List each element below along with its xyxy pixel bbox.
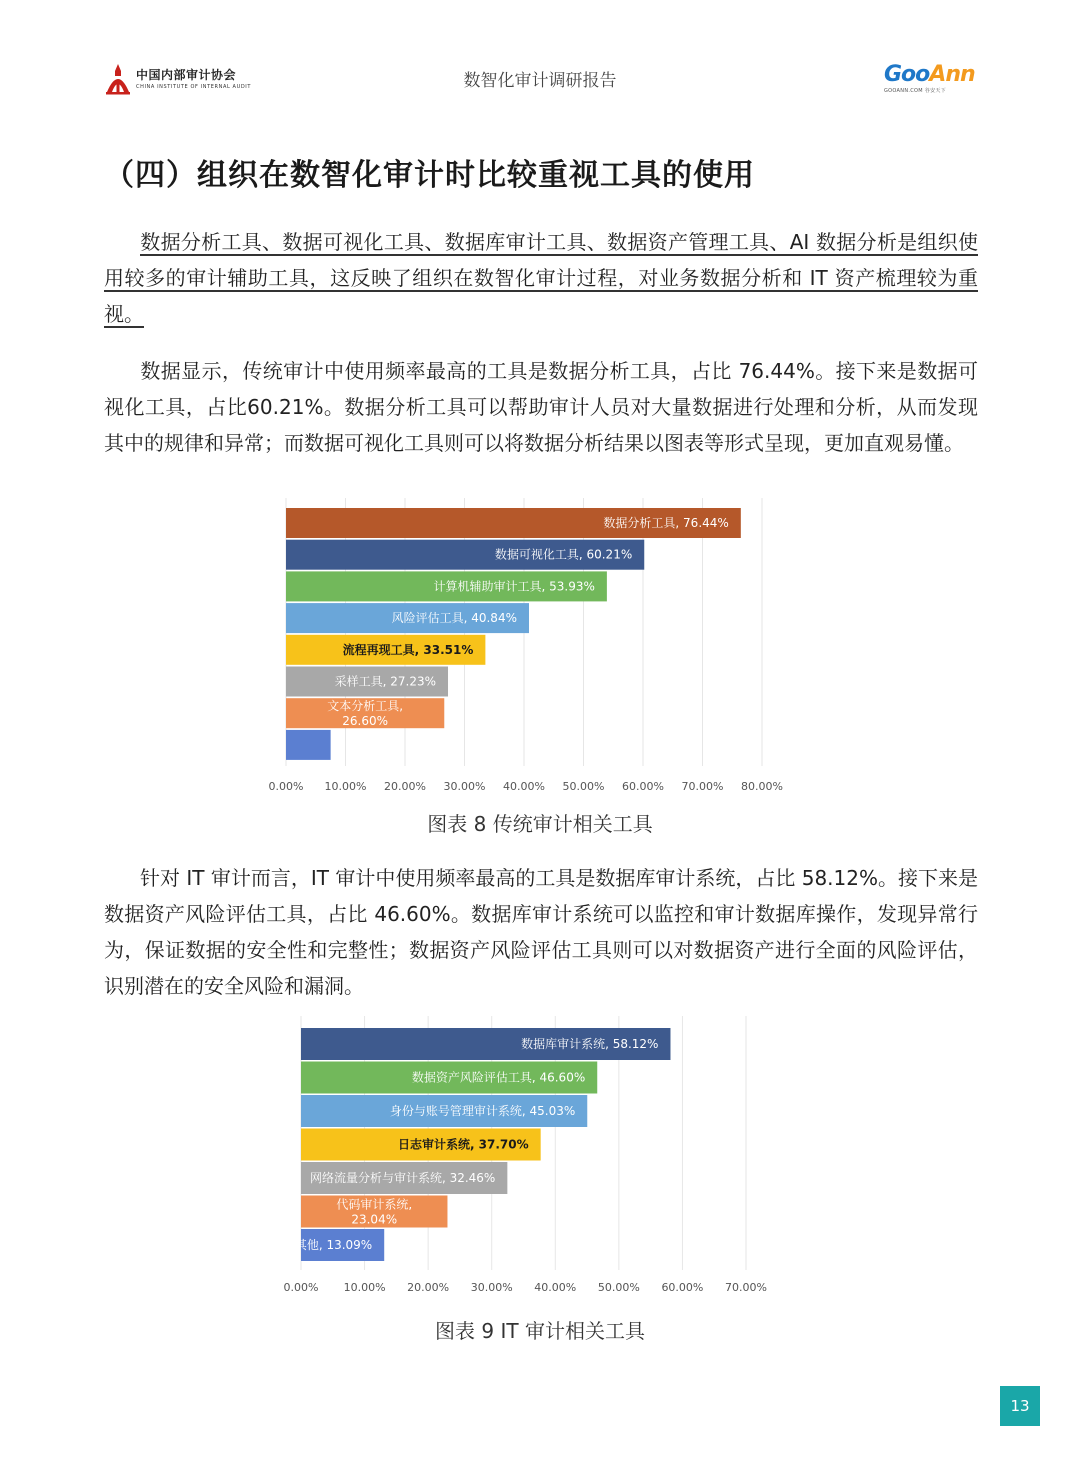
x-tick-label: 50.00% xyxy=(597,1281,640,1294)
page-number: 13 xyxy=(1000,1386,1040,1426)
bar-data-label: 数据库审计系统, 58.12% xyxy=(521,1037,659,1051)
bar-data-label: 数据分析工具, 76.44% xyxy=(603,516,729,530)
x-tick-label: 60.00% xyxy=(622,780,664,793)
x-tick-label: 70.00% xyxy=(725,1281,767,1294)
section-title: （四）组织在数智化审计时比较重视工具的使用 xyxy=(104,158,755,193)
bar-data-label: 身份与账号管理审计系统, 45.03% xyxy=(389,1104,576,1118)
document-title: 数智化审计调研报告 xyxy=(463,71,617,91)
x-tick-label: 80.00% xyxy=(741,780,783,793)
paragraph-it-audit-text: 针对 IT 审计而言，IT 审计中使用频率最高的工具是数据库审计系统，占比 58.12%。接下来是数据资产风险评估工具，占比 46.60%。数据库审计系统可以监控和审计数据库操作，发现异常行为，保证数据的安全性和完整性；数据资产风险评估工具则可以对数据资产进行全面的风险评估，识别潜在的安全风险和漏洞。 xyxy=(104,866,978,998)
x-tick-label: 10.00% xyxy=(324,780,367,793)
page-header xyxy=(0,0,1080,110)
x-tick-label: 70.00% xyxy=(681,780,724,793)
x-tick-label: 10.00% xyxy=(343,1281,386,1294)
org-name-cn: 中国内部审计协会 xyxy=(136,67,237,82)
x-tick-label: 40.00% xyxy=(503,780,545,793)
chart-9-caption: 图表 9 IT 审计相关工具 xyxy=(435,1319,645,1343)
x-tick-label: 0.00% xyxy=(283,1281,319,1294)
bar xyxy=(286,730,331,760)
x-tick-label: 30.00% xyxy=(443,780,486,793)
bar-data-label: 其他, 13.09% xyxy=(294,1238,373,1252)
bar-data-label: 26.60% xyxy=(342,714,389,729)
bar-data-label: 文本分析工具, xyxy=(327,699,404,714)
bar-data-label: 日志审计系统, 37.70% xyxy=(397,1137,529,1152)
paragraph-traditional-audit xyxy=(104,353,978,461)
paragraph-traditional-audit-text: 数据显示，传统审计中使用频率最高的工具是数据分析工具，占比 76.44%。接下来是数据可视化工具，占比60.21%。数据分析工具可以帮助审计人员对大量数据进行处理和分析，从而发现其中的规律和异常；而数据可视化工具则可以将数据分析结果以图表等形式呈现，更加直观易懂。 xyxy=(104,359,978,455)
x-tick-label: 30.00% xyxy=(470,1281,513,1294)
bar-data-label: 计算机辅助审计工具, 53.93% xyxy=(433,579,595,594)
paragraph-summary xyxy=(104,224,978,332)
bar-data-label: 代码审计系统, xyxy=(336,1197,413,1212)
x-tick-label: 50.00% xyxy=(562,780,605,793)
chart-8-caption: 图表 8 传统审计相关工具 xyxy=(427,812,653,836)
partner-logo-goo: Goo xyxy=(884,62,930,87)
bar-data-label: 流程再现工具, 33.51% xyxy=(342,642,474,657)
partner-logo-ann: Ann xyxy=(929,62,975,87)
partner-logo xyxy=(884,64,978,96)
x-tick-label: 20.00% xyxy=(384,780,426,793)
paragraph-summary-text: 数据分析工具、数据可视化工具、数据库审计工具、数据资产管理工具、AI 数据分析是组织使用较多的审计辅助工具，这反映了组织在数智化审计过程，对业务数据分析和 IT 资产梳理较为重视。 xyxy=(104,230,978,326)
bar-data-label: 网络流量分析与审计系统, 32.46% xyxy=(309,1171,496,1185)
bar-data-label: 23.04% xyxy=(351,1212,398,1227)
partner-logo-sub: GOOANN.COM 谷安天下 xyxy=(884,88,946,94)
paragraph-it-audit xyxy=(104,860,978,1004)
bar-data-label: 数据可视化工具, 60.21% xyxy=(494,547,633,562)
x-tick-label: 0.00% xyxy=(268,780,304,793)
bar-data-label: 风险评估工具, 40.84% xyxy=(391,611,517,626)
chart-traditional-audit-tools xyxy=(260,498,800,800)
x-tick-label: 20.00% xyxy=(407,1281,450,1294)
org-name-en: CHINA INSTITUTE OF INTERNAL AUDIT xyxy=(136,83,252,90)
bar-data-label: 数据资产风险评估工具, 46.60% xyxy=(411,1070,586,1085)
x-tick-label: 60.00% xyxy=(661,1281,704,1294)
x-tick-label: 40.00% xyxy=(534,1281,577,1294)
bar-data-label: 采样工具, 27.23% xyxy=(334,674,437,689)
chart-it-audit-tools xyxy=(270,1016,790,1302)
